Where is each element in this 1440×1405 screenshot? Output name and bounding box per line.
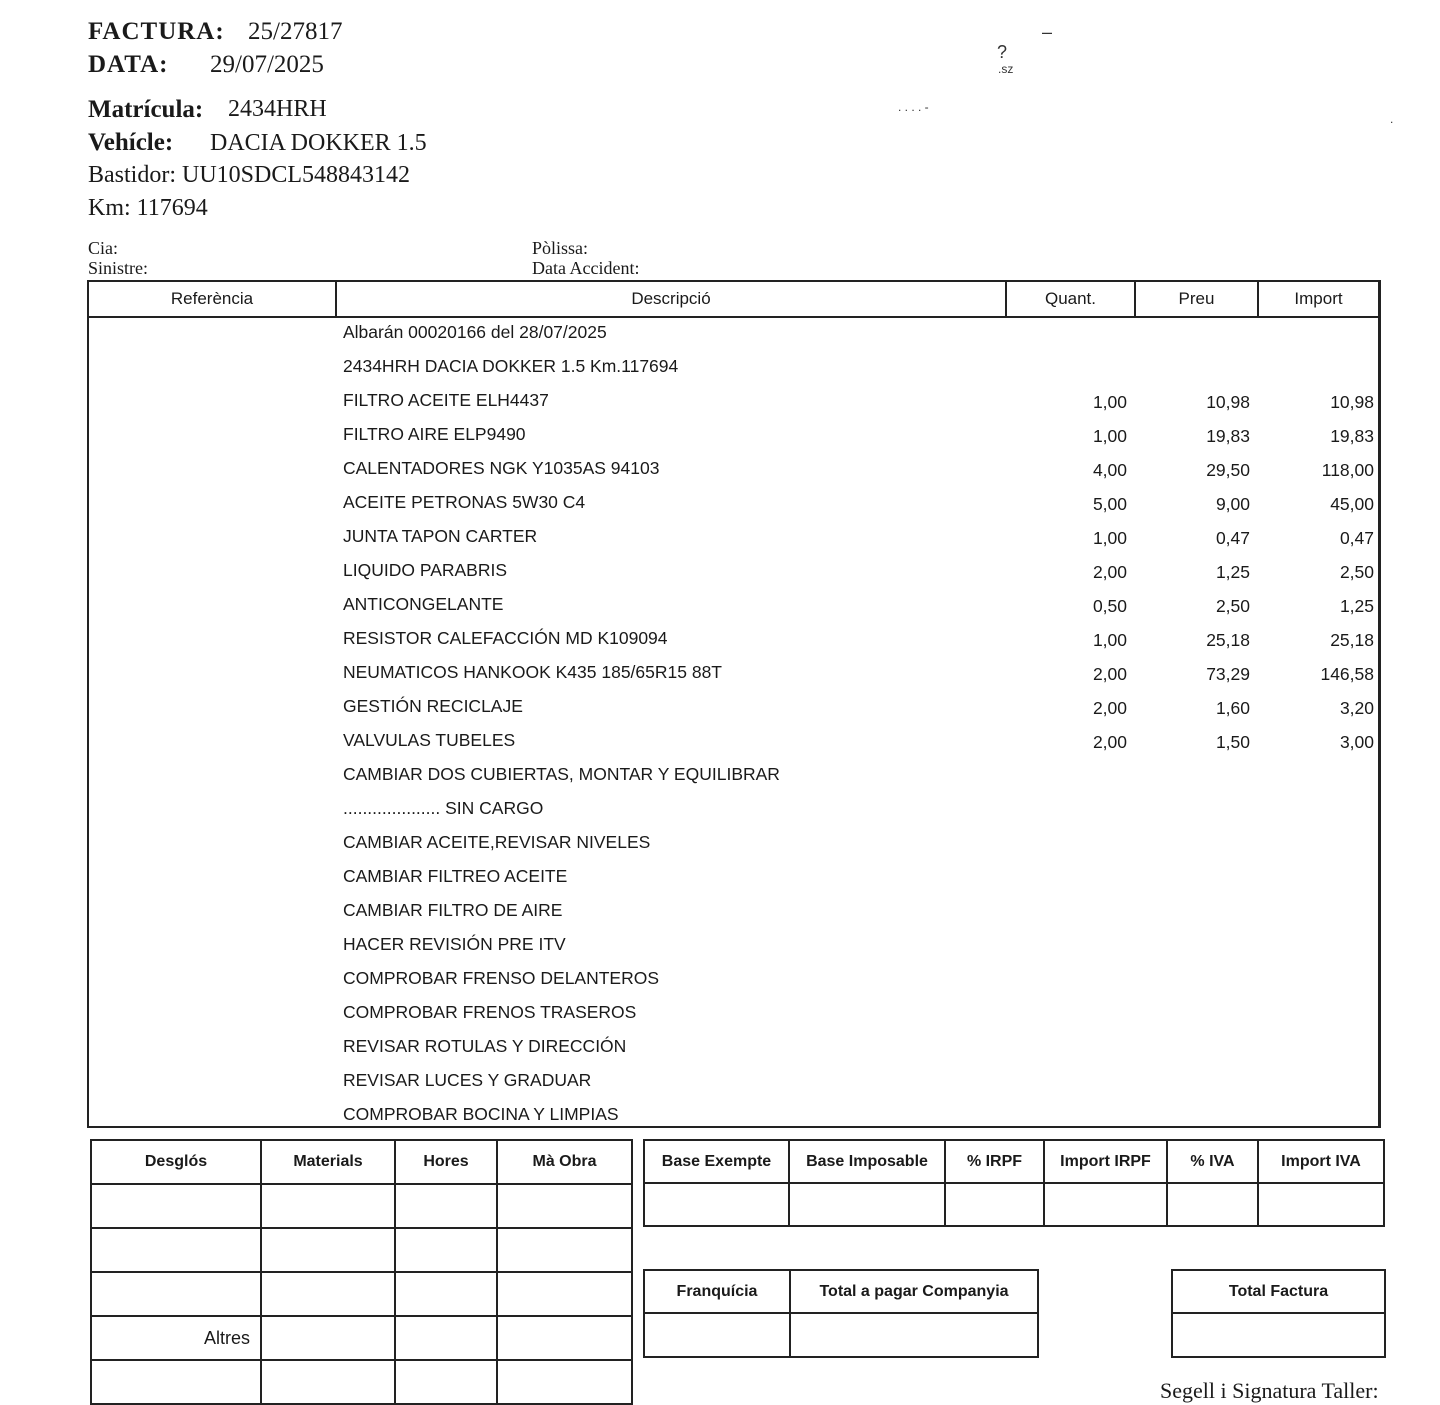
breakdown-cell — [91, 1360, 261, 1404]
tax-cell-irpf-amount — [1044, 1183, 1167, 1226]
item-description: CALENTADORES NGK Y1035AS 94103 — [343, 458, 660, 478]
breakdown-cell — [395, 1316, 497, 1360]
item-description: LIQUIDO PARABRIS — [343, 560, 508, 580]
item-price: 1,60 — [1215, 698, 1250, 718]
column-header-amount: Import — [1294, 289, 1343, 308]
breakdown-header-ma-obra: Mà Obra — [497, 1140, 632, 1184]
item-amount: 25,18 — [1330, 630, 1374, 650]
plate-label: Matrícula: — [88, 96, 204, 123]
breakdown-row-label-altres: Altres — [91, 1316, 261, 1360]
insurance-payment-table — [643, 1269, 1039, 1358]
breakdown-cell — [395, 1272, 497, 1316]
item-description: Albarán 00020166 del 28/07/2025 — [343, 322, 607, 342]
item-description: CAMBIAR DOS CUBIERTAS, MONTAR Y EQUILIBRAR — [343, 764, 780, 784]
breakdown-cell — [497, 1184, 632, 1228]
column-header-quantity: Quant. — [1007, 282, 1136, 316]
claim-label: Sinistre: — [88, 258, 149, 278]
plate-number: 2434HRH — [228, 96, 327, 122]
item-description: .................... SIN CARGO — [343, 798, 544, 818]
cell-total-factura — [1172, 1313, 1385, 1357]
breakdown-cell — [395, 1360, 497, 1404]
item-description: 2434HRH DACIA DOKKER 1.5 Km.117694 — [343, 356, 679, 376]
table-row — [89, 452, 1378, 486]
table-row — [89, 758, 1378, 792]
table-row — [89, 554, 1378, 588]
table-row — [89, 860, 1378, 894]
policy-label: Pòlissa: — [532, 238, 589, 258]
item-price: 19,83 — [1206, 426, 1250, 446]
item-quantity: 2,00 — [1092, 664, 1127, 684]
item-amount: 118,00 — [1321, 460, 1374, 480]
breakdown-cell — [91, 1228, 261, 1272]
column-header-price: Preu — [1136, 282, 1259, 316]
breakdown-header-hores: Hores — [395, 1140, 497, 1184]
accident-date-label: Data Accident: — [532, 258, 640, 278]
table-row — [89, 588, 1378, 622]
table-row — [89, 1098, 1378, 1132]
item-description: CAMBIAR FILTRO DE AIRE — [343, 900, 563, 920]
tax-header-base-imposable: Base Imposable — [789, 1140, 945, 1183]
item-price: 73,29 — [1206, 664, 1250, 684]
item-amount: 3,20 — [1339, 698, 1374, 718]
item-quantity: 1,00 — [1092, 528, 1127, 548]
tax-header-iva-percent: % IVA — [1167, 1140, 1258, 1183]
item-price: 0,47 — [1215, 528, 1250, 548]
tax-cell-iva-percent — [1167, 1183, 1258, 1226]
invoice-date: 29/07/2025 — [210, 51, 324, 78]
item-description: REVISAR LUCES Y GRADUAR — [343, 1070, 592, 1090]
scan-mark: . — [1390, 112, 1394, 126]
table-row — [89, 520, 1378, 554]
breakdown-cell — [497, 1316, 632, 1360]
item-description: COMPROBAR BOCINA Y LIMPIAS — [343, 1104, 619, 1124]
table-row — [89, 1064, 1378, 1098]
header-total-company: Total a pagar Companyia — [790, 1270, 1038, 1313]
item-amount: 10,98 — [1330, 392, 1374, 412]
table-row — [89, 1030, 1378, 1064]
scan-mark: .sz — [998, 62, 1014, 76]
table-row — [89, 418, 1378, 452]
breakdown-cell — [497, 1228, 632, 1272]
header-franquicia: Franquícia — [644, 1270, 790, 1313]
item-description: REVISAR ROTULAS Y DIRECCIÓN — [343, 1036, 627, 1056]
table-row — [89, 656, 1378, 690]
table-row — [89, 384, 1378, 418]
item-description: FILTRO ACEITE ELH4437 — [343, 390, 549, 410]
item-price: 9,00 — [1215, 494, 1250, 514]
tax-cell-base-exempte — [644, 1183, 789, 1226]
item-quantity: 0,50 — [1092, 596, 1127, 616]
tax-header-irpf-percent: % IRPF — [945, 1140, 1044, 1183]
workshop-signature-label: Segell i Signatura Taller: — [1160, 1378, 1379, 1403]
table-row — [89, 894, 1378, 928]
table-row — [89, 622, 1378, 656]
item-amount: 45,00 — [1330, 494, 1374, 514]
table-row — [89, 928, 1378, 962]
item-amount: 146,58 — [1320, 664, 1374, 684]
breakdown-cell — [261, 1228, 395, 1272]
breakdown-table — [90, 1139, 633, 1405]
invoice-number-label: FACTURA: — [88, 18, 225, 45]
vehicle-label: Vehícle: — [88, 129, 174, 156]
item-quantity: 1,00 — [1092, 630, 1127, 650]
item-quantity: 2,00 — [1092, 562, 1127, 582]
breakdown-cell — [91, 1184, 261, 1228]
tax-header-iva-amount: Import IVA — [1258, 1140, 1384, 1183]
item-quantity: 4,00 — [1092, 460, 1127, 480]
item-amount: 1,25 — [1339, 596, 1374, 616]
table-row — [89, 996, 1378, 1030]
tax-header-irpf-amount: Import IRPF — [1044, 1140, 1167, 1183]
scan-mark: . . . . - — [898, 100, 929, 114]
breakdown-cell — [91, 1272, 261, 1316]
item-description: ANTICONGELANTE — [343, 594, 504, 614]
item-price: 29,50 — [1206, 460, 1250, 480]
breakdown-header-materials: Materials — [261, 1140, 395, 1184]
item-description: FILTRO AIRE ELP9490 — [343, 424, 526, 444]
item-quantity: 2,00 — [1092, 732, 1127, 752]
item-description: COMPROBAR FRENSO DELANTEROS — [343, 968, 660, 988]
item-quantity: 2,00 — [1092, 698, 1127, 718]
items-table-header — [89, 282, 1378, 318]
table-row — [89, 690, 1378, 724]
breakdown-header-desglos: Desglós — [91, 1140, 261, 1184]
item-amount: 19,83 — [1330, 426, 1374, 446]
item-description: ACEITE PETRONAS 5W30 C4 — [343, 492, 586, 512]
breakdown-cell — [497, 1272, 632, 1316]
tax-summary-table — [643, 1139, 1385, 1227]
item-description: RESISTOR CALEFACCIÓN MD K109094 — [343, 628, 668, 648]
company-label: Cia: — [88, 238, 118, 258]
column-header-reference: Referència — [89, 282, 337, 316]
item-price: 1,50 — [1215, 732, 1250, 752]
item-description: NEUMATICOS HANKOOK K435 185/65R15 88T — [343, 662, 722, 682]
breakdown-cell — [395, 1184, 497, 1228]
tax-cell-irpf-percent — [945, 1183, 1044, 1226]
item-amount: 0,47 — [1339, 528, 1374, 548]
item-quantity: 1,00 — [1092, 392, 1127, 412]
invoice-number: 25/27817 — [248, 18, 343, 45]
mileage: Km: 117694 — [88, 195, 208, 221]
vehicle-model: DACIA DOKKER 1.5 — [210, 130, 427, 156]
item-amount: 2,50 — [1339, 562, 1374, 582]
item-description: VALVULAS TUBELES — [343, 730, 516, 750]
breakdown-cell — [497, 1360, 632, 1404]
invoice-date-label: DATA: — [88, 51, 169, 78]
item-price: 1,25 — [1215, 562, 1250, 582]
breakdown-cell — [261, 1316, 395, 1360]
breakdown-cell — [261, 1272, 395, 1316]
cell-total-company — [790, 1313, 1038, 1357]
invoice-total-table — [1171, 1269, 1386, 1358]
header-total-factura: Total Factura — [1172, 1270, 1385, 1313]
breakdown-cell — [261, 1360, 395, 1404]
item-quantity: 1,00 — [1092, 426, 1127, 446]
table-row — [89, 486, 1378, 520]
chassis-number: Bastidor: UU10SDCL548843142 — [88, 162, 411, 188]
item-description: CAMBIAR ACEITE,REVISAR NIVELES — [343, 832, 651, 852]
table-row — [89, 826, 1378, 860]
scan-mark: ? — [997, 42, 1008, 62]
table-row — [89, 316, 1378, 350]
column-header-description: Descripció — [337, 282, 1007, 316]
cell-franquicia — [644, 1313, 790, 1357]
item-price: 25,18 — [1206, 630, 1250, 650]
item-description: GESTIÓN RECICLAJE — [343, 696, 523, 716]
table-row — [89, 350, 1378, 384]
item-description: HACER REVISIÓN PRE ITV — [343, 934, 566, 954]
table-row — [89, 962, 1378, 996]
item-price: 10,98 — [1206, 392, 1250, 412]
item-description: CAMBIAR FILTREO ACEITE — [343, 866, 568, 886]
item-price: 2,50 — [1215, 596, 1250, 616]
table-row — [89, 792, 1378, 826]
item-description: JUNTA TAPON CARTER — [343, 526, 538, 546]
item-quantity: 5,00 — [1092, 494, 1127, 514]
breakdown-cell — [395, 1228, 497, 1272]
scan-mark: – — [1042, 22, 1053, 42]
tax-cell-base-imposable — [789, 1183, 945, 1226]
tax-header-base-exempte: Base Exempte — [644, 1140, 789, 1183]
tax-cell-iva-amount — [1258, 1183, 1384, 1226]
item-description: COMPROBAR FRENOS TRASEROS — [343, 1002, 637, 1022]
breakdown-cell — [261, 1184, 395, 1228]
table-row — [89, 724, 1378, 758]
item-amount: 3,00 — [1339, 732, 1374, 752]
invoice-items-table — [87, 280, 1381, 1128]
